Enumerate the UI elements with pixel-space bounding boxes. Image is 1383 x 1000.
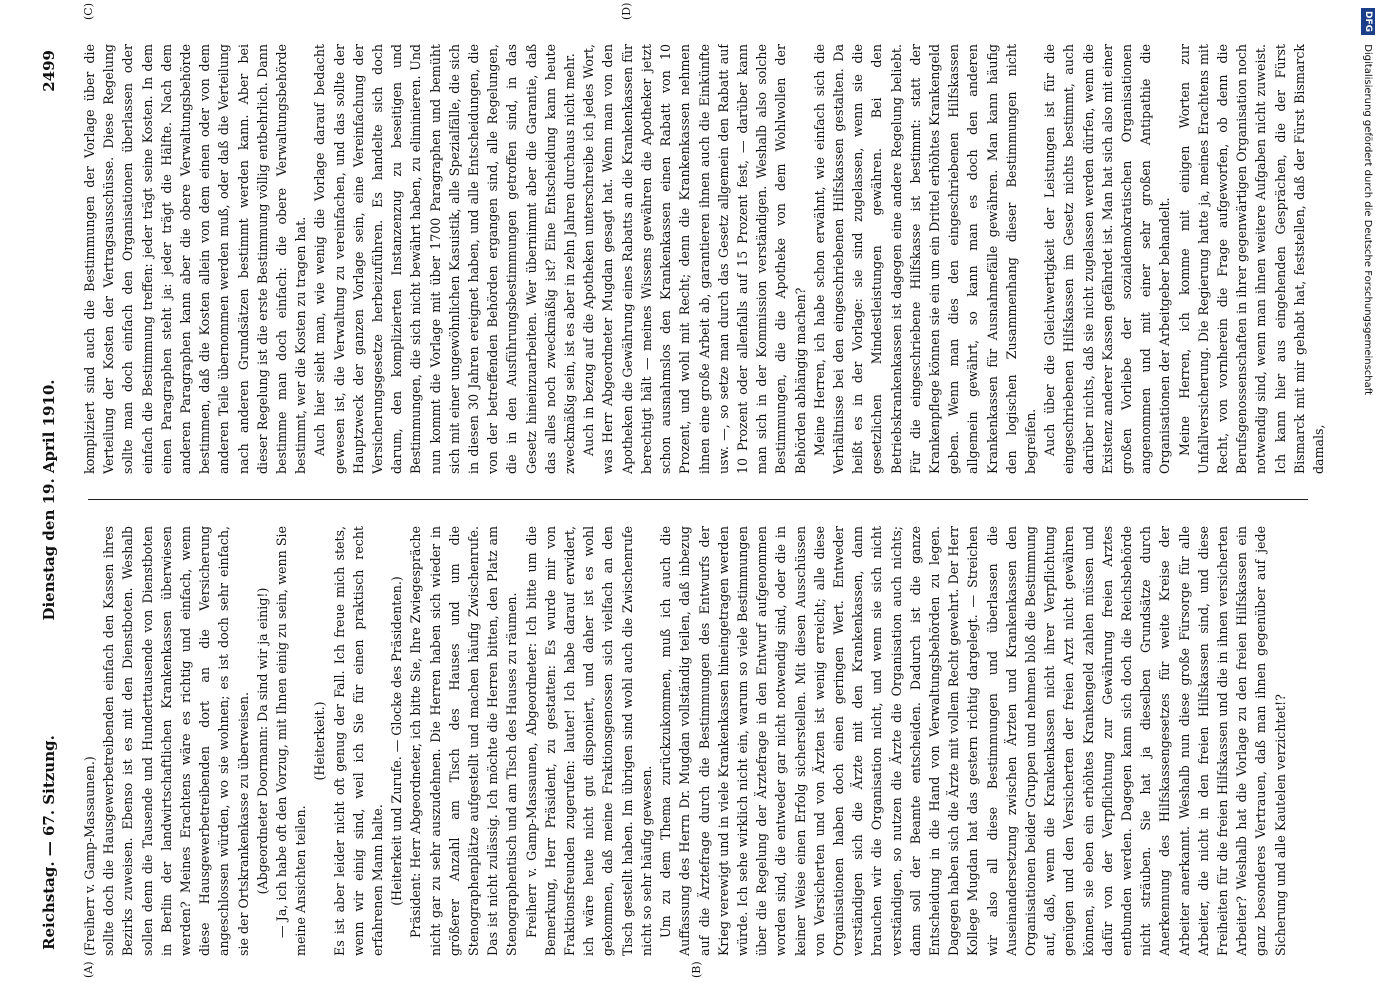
- paragraph: Um zu dem Thema zurückzukommen, muß ich auch die Auffassung des Herrn Dr. Mugdan vollständig teilen, daß inbezug auf die Ärztefrage durch die Bestimmungen des Entwurfs der Krieg verewigt und in viele Krankenkassen hineingetragen werden würde. Ich sehe wirklich nicht ein, warum so viele Bestimmungen über die Regelung der Ärztefrage in den Entwurf aufgenommen worden sind, die entweder gar nicht notwendig sind, oder die in keiner Weise einen Erfolg sicherstellen. Mit diesen Ausschüssen von Versicherten und von Ärzten ist wenig erreicht; alle diese Organisationen haben doch einen geringen Wert. Entweder verständigen sich die Ärzte mit den Krankenkassen, dann brauchen wir die Organisation nicht, und wenn sie sich nicht verständigen, so nutzen die Ärzte die Organisation auch nichts; dann soll der Beamte entscheiden. Dadurch ist die ganze Entscheidung in die Hand von Verwaltungsbehörden zu legen. Dagegen haben sich die Ärzte mit vollem Recht gewehrt. Der Herr Kollege Mugdan hat das gestern richtig dargelegt. — Streichen wir also all diese Bestimmungen und überlassen die Auseinandersetzung zwischen Ärzten und Krankenkassen den Organisationen beider Gruppen und nehmen bloß die Bestimmung auf, daß, wenn die Krankenkassen nicht ihrer Verpflichtung genügen und den Versicherten der freien Arzt nicht gewähren können, sie eben ein erhöhtes Krankengeld zahlen müssen und dafür von der Verpflichtung zur Gewährung freien Arztes entbunden werden. Dagegen kann sich doch die Reichsbehörde nicht sträuben. Sie hat ja dieselben Grundsätze durch Anerkennung des Hilfskassengesetzes für weite Kreise der Arbeiter anerkannt. Weshalb nun diese große Fürsorge für alle Arbeiter, die nicht in den freien Hilfskassen sind, und diese Freiheiten für die freien Hilfskassen und die in ihnen versicherten Arbeiter? Weshalb hat die Vorlage zu den freien Hilfskassen ein ganz besonderes Vertrauen, daß man ihnen gegenüber auf jede Sicherung und alle Kautelen verzichtet!?: [658, 526, 1288, 956]
- interjection: (Abgeordneter Doormann: Da sind wir ja einig!): [254, 587, 270, 895]
- paragraph: Auch hier sieht man, wie wenig die Vorlage darauf bedacht gewesen ist, die Verwaltung zu vereinfachen, und das sollte der Hauptzweck der ganzen Vorlage sein, eine Vereinfachung der Versicherungsgesetze herbeizuführen. Es handelte sich doch darum, den komplizierten Instanzenzug zu beseitigen und Bestimmungen, die sich nicht bewährt haben, zu eliminieren. Und nun kommt die Vorlage mit über 1700 Paragraphen und bemüht sich mit einer ungewöhnlichen Kasuistik, alle Spezialfälle, die sich in diesen 30 Jahren ereignet haben, und alle Entscheidungen, die von der betreffenden Behörden ergangen sind, alle Regelungen, die in den Ausführungsbestimmungen getroffen sind, in das Gesetz hineinzuarbeiten. Wer übernimmt aber die Garantie, daß das alles noch zweckmäßig ist? Eine Entscheidung kann heute zweckmäßig sein, ist es aber in zehn Jahren durchaus nicht mehr.: [312, 44, 578, 474]
- president-speech: Präsident: Herr Abgeordneter, ich bitte Sie, Ihre Zwiegespräche nicht gar zu sehr auszudehnen. Die Herren haben sich wieder in größerer Anzahl am Tisch des Hauses und um die Stenographenplätze aufgestellt und machen häufig Zwischenrufe. Das ist nicht zulässig. Ich möchte die Herren bitten, den Platz am Stenographentisch und am Tisch des Hauses zu räumen.: [408, 526, 520, 956]
- left-column: [80, 526, 1330, 956]
- paragraph: sollte doch die Hausgewerbetreibenden einfach den Kassen ihres Bezirks zuweisen. Ebenso ist es mit den Dienstboten. Weshalb sollen denn die Tausende und Hunderttausende von Dienstboten in Berlin der landwirtschaftlichen Krankenkassen überwiesen werden? Meines Erachtens wäre es richtig und einfach, wenn diese Hausgewerbetreibenden dort an die Versicherung angeschlossen würden, wo sie wohnen; es ist doch sehr einfach, sie der Ortskrankenkasse zu überweisen.: [101, 526, 251, 956]
- interjection: (Heiterkeit.): [312, 701, 328, 781]
- margin-mark-d: (D): [620, 2, 633, 20]
- interjection: (Heiterkeit und Zurufe. — Glocke des Präsidenten.): [389, 576, 405, 906]
- margin-mark-c: (C): [82, 3, 95, 20]
- margin-mark-b: (B): [690, 961, 703, 978]
- page-number: 2499: [40, 50, 58, 92]
- running-head-date: Dienstag den 19. April 1910.: [40, 379, 58, 621]
- paragraph: kompliziert sind auch die Bestimmungen der Vorlage über die Verteilung der Kosten der Vertragsausschüsse. Diese Regelung sollte man doch einfach den Organisationen überlassen oder einfach die Bestimmung treffen: jeder trägt seine Kosten. In dem einen Paragraphen steht ja: jeder trägt die Hälfte. Nach dem anderen Paragraphen kann aber die obere Verwaltungsbehörde bestimmen, daß die Kosten allein von dem einen oder von dem anderen Teile übernommen werden muß, oder daß die Verteilung nach anderen Grundsätzen bestimmt werden kann. Aber bei dieser Regelung ist die erste Bestimmung völlig entbehrlich. Dann bestimme man doch einfach: die obere Verwaltungsbehörde bestimmt, wer die Kosten zu tragen hat.: [82, 44, 309, 474]
- right-column: [80, 44, 1330, 474]
- speaker-speech: Freiherr v. Gamp-Massaunen, Abgeordneter: Ich bitte um die Bemerkung, Herr Präsident, zu gestatten: Es wurde mir von Fraktionsfreunden zugerufen: lauter! Ich habe darauf erwidert, ich wäre heute nicht gut disponiert, und daher ist es wohl gekommen, daß meine Fraktionsgenossen sich vielfach an den Tisch gestellt haben. Im übrigen sind wohl auch die Zwischenrufe nicht so sehr häufig gewesen.: [523, 526, 654, 956]
- margin-mark-a: (A): [82, 961, 95, 978]
- paragraph: Es ist aber leider nicht oft genug der Fall. Ich freue mich stets, wenn wir einig sind, weil ich Sie für einen praktisch recht erfahrenen Mann halte.: [331, 526, 386, 956]
- paragraph: Auch über die Gleichwertigkeit der Leistungen ist für die eingeschriebenen Hilfskassen im Gesetz nichts bestimmt, auch darüber nichts, daß sie nicht zugelassen werden dürfen, wenn die Existenz anderer Kassen gefährdet ist. Man hat sich also mit einer großen Vorliebe der sozialdemokratischen Organisationen angenommen und mit einer sehr großen Antipathie die Organisationen der Arbeitgeber behandelt.: [1042, 44, 1173, 474]
- column-divider: [88, 499, 1308, 500]
- paragraph: Auch in bezug auf die Apotheken unterschreibe ich jedes Wort, was Herr Abgeordneter Mugdan gesagt hat. Wenn man von den Apotheken die Gewährung eines Rabatts an die Krankenkassen für berechtigt hält — meines Wissens gewähren die Apotheker jetzt schon ausnahmslos den Krankenkassen einen Rabatt von 10 Prozent, und wohl mit Recht; denn die Krankenkassen nehmen ihnen eine große Arbeit ab, garantieren ihnen auch die Einkünfte usw. —, so setze man durch das Gesetz allgemein den Rabatt auf 10 Prozent oder allenfalls auf 15 Prozent fest, — darüber kann man sich in der Kommission verständigen. Weshalb also solche Bestimmungen, die die Apotheke von dem Wohlwollen der Behörden abhängig machen?: [581, 44, 808, 474]
- paragraph: Meine Herren, ich komme mit einigen Worten zur Unfallversicherung. Die Regierung hatte ja, meines Erachtens mit Recht, von vornherein die Frage aufgeworfen, ob denn die Berufsgenossenschaften in ihrer gegenwärtigen Organisation noch notwendig sind, wenn man ihnen weitere Aufgaben nicht zuweist. Ich kann hier aus eingehenden Gesprächen, die der Fürst Bismarck mit mir gehabt hat, feststellen, daß der Fürst Bismarck damals,: [1176, 44, 1326, 474]
- running-head: [30, 20, 70, 980]
- digitization-note: [1356, 8, 1378, 992]
- digitization-note-text: Digitalisierung gefördert durch die Deutsche Forschungsgemeinschaft: [1362, 44, 1373, 396]
- dfg-logo-icon: DFG: [1361, 8, 1375, 35]
- running-head-left: Reichstag. — 67. Sitzung.: [40, 735, 58, 950]
- paragraph: — Ja, ich habe oft den Vorzug, mit Ihnen einig zu sein, wenn Sie meine Ansichten teilen.: [274, 526, 309, 956]
- speaker-continuation: (Freiherr v. Gamp-Massaunen.): [82, 756, 97, 956]
- paragraph: Meine Herren, ich habe schon erwähnt, wie einfach sich die Verhältnisse bei den eingeschriebenen Hilfskassen gestalten. Da heißt es in der Vorlage: sie sind zugelassen, wenn sie die gesetzlichen Mindestleistungen gewähren. Bei den Betriebskrankenkassen ist dagegen eine andere Regelung beliebt. Für die eingeschriebene Hilfskasse ist bestimmt: statt der Krankenpflege können sie ein um ein Drittel erhöhtes Krankengeld geben. Wenn man dies den eingeschriebenen Hilfskassen allgemein gewährt, so kann man es doch den anderen Krankenkassen für Ausnahmefälle gewähren. Man kann häufig den logischen Zusammenhang dieser Bestimmungen nicht begreifen.: [811, 44, 1038, 474]
- rotated-page: [30, 2, 1350, 980]
- text-columns: [80, 2, 1330, 978]
